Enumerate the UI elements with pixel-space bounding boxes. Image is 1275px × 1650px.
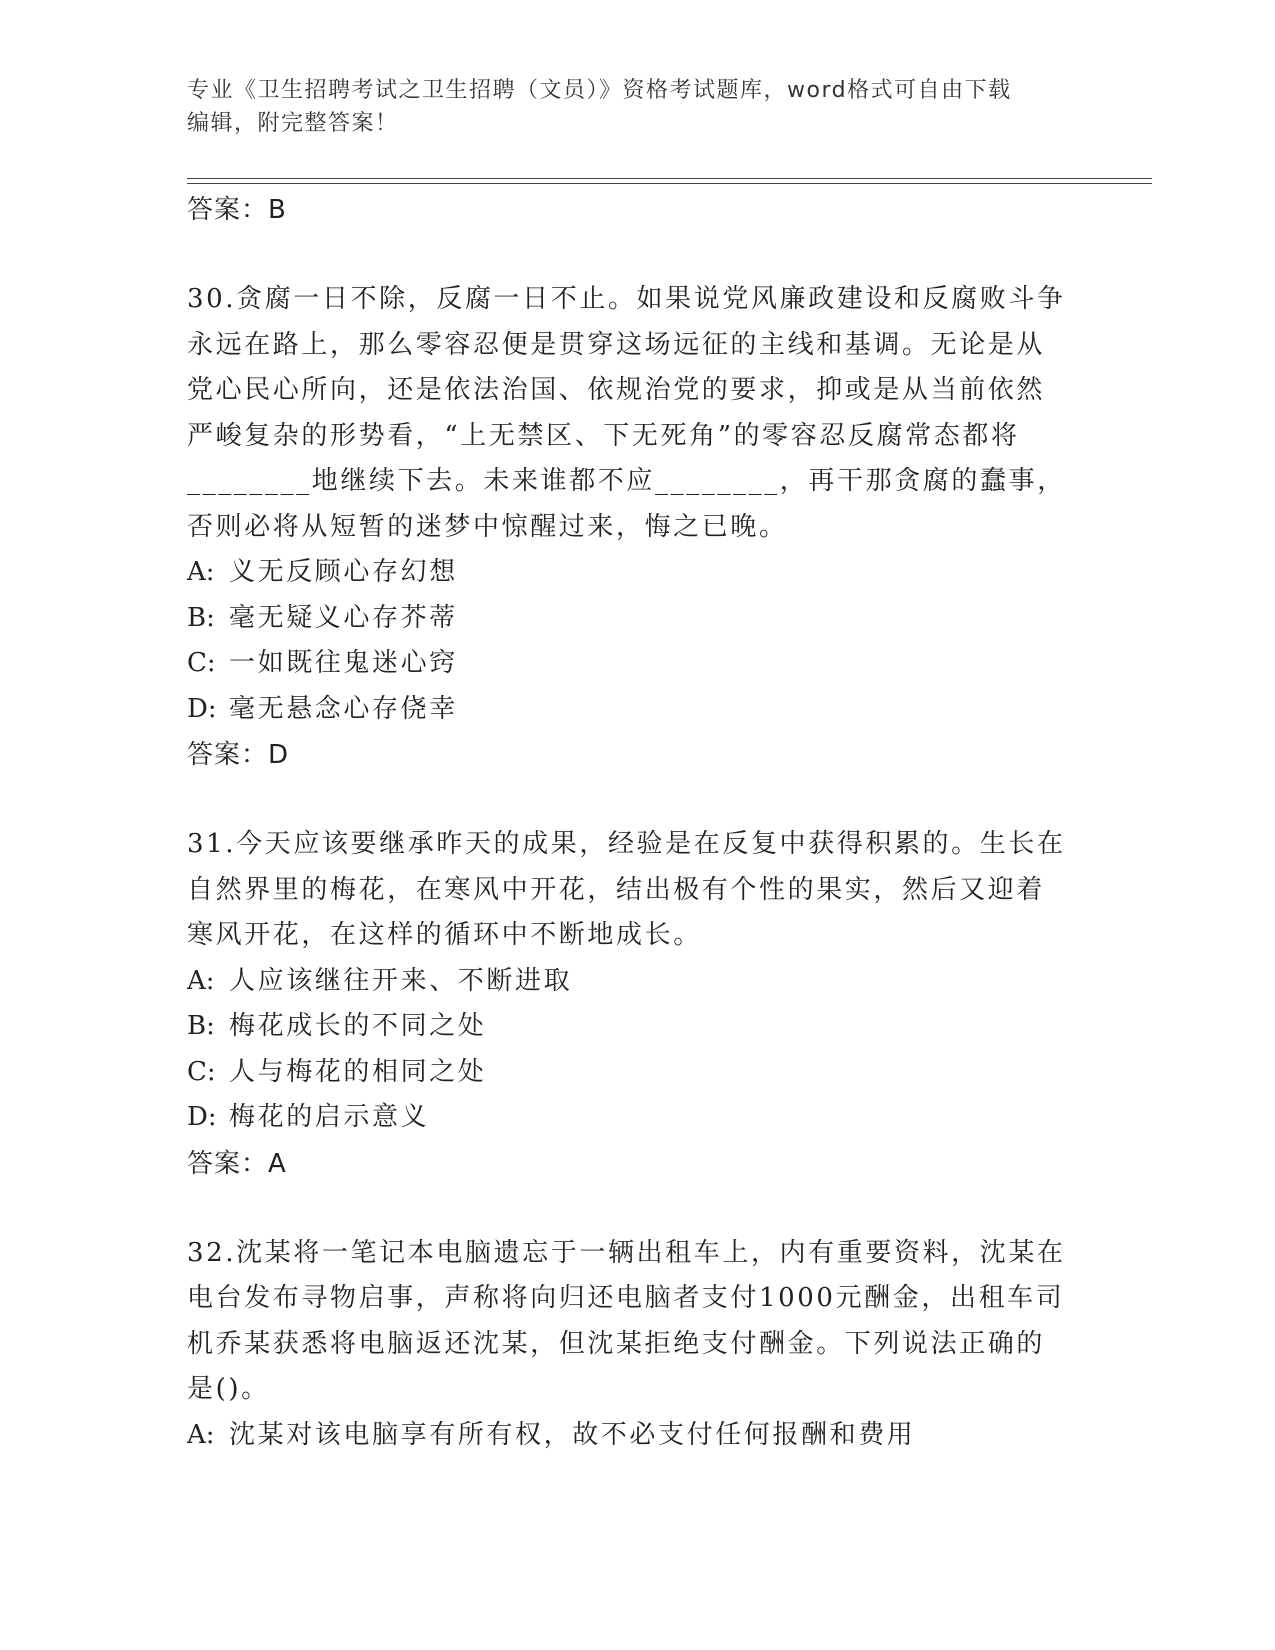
header-line-2: 编辑，附完整答案！ bbox=[187, 111, 399, 136]
header-divider-bottom bbox=[187, 183, 1152, 184]
question-line: 31.今天应该要继承昨天的成果，经验是在反复中获得积累的。生长在 bbox=[187, 829, 1066, 859]
option-a bbox=[187, 959, 1087, 1005]
option-text: 梅花成长的不同之处 bbox=[229, 1011, 487, 1041]
option-text: 人与梅花的相同之处 bbox=[229, 1056, 487, 1087]
question-line: 严峻复杂的形势看，“上无禁区、下无死角”的零容忍反腐常态都将 bbox=[187, 420, 1020, 451]
option-letter: A: bbox=[187, 557, 215, 587]
question-line: 机乔某获悉将电脑返还沈某，但沈某拒绝支付酬金。下列说法正确的 bbox=[187, 1328, 1046, 1359]
option-a bbox=[187, 550, 1087, 596]
option-letter: A: bbox=[187, 1419, 215, 1450]
option-letter: D: bbox=[187, 1102, 217, 1132]
question-31 bbox=[187, 822, 1087, 1187]
question-line: 寒风开花，在这样的循环中不断地成长。 bbox=[187, 920, 702, 950]
question-line: ________地继续下去。未来谁都不应________，再干那贪腐的蠢事， bbox=[187, 466, 1066, 496]
question-line: 电台发布寻物启事，声称将向归还电脑者支付1000元酬金，出租车司 bbox=[187, 1283, 1065, 1313]
option-b bbox=[187, 1004, 1087, 1050]
option-d bbox=[187, 1095, 1087, 1141]
option-c bbox=[187, 1050, 1087, 1096]
header-line-1: 专业《卫生招聘考试之卫生招聘（文员）》资格考试题库，word格式可自由下载 bbox=[187, 78, 1012, 103]
answer-line: 答案：D bbox=[187, 740, 290, 770]
question-32 bbox=[187, 1231, 1087, 1459]
option-letter: C: bbox=[187, 1056, 216, 1087]
option-a bbox=[187, 1413, 1087, 1459]
document-header bbox=[187, 74, 1087, 140]
option-c bbox=[187, 641, 1087, 687]
option-letter: C: bbox=[187, 648, 216, 678]
option-text: 梅花的启示意义 bbox=[229, 1102, 430, 1132]
option-text: 一如既往鬼迷心窍 bbox=[229, 648, 458, 678]
option-text: 毫无疑义心存芥蒂 bbox=[229, 602, 458, 633]
question-line: 永远在路上，那么零容忍便是贯穿这场远征的主线和基调。无论是从 bbox=[187, 329, 1046, 360]
question-line: 32.沈某将一笔记本电脑遗忘于一辆出租车上，内有重要资料，沈某在 bbox=[187, 1237, 1066, 1268]
question-line: 是()。 bbox=[187, 1374, 270, 1404]
question-line: 党心民心所向，还是依法治国、依规治党的要求，抑或是从当前依然 bbox=[187, 375, 1046, 405]
option-letter: D: bbox=[187, 693, 217, 724]
option-letter: A: bbox=[187, 965, 215, 996]
question-line: 自然界里的梅花，在寒风中开花，结出极有个性的果实，然后又迎着 bbox=[187, 874, 1046, 905]
option-text: 毫无悬念心存侥幸 bbox=[229, 693, 458, 724]
option-d bbox=[187, 687, 1087, 733]
previous-answer: 答案：B bbox=[187, 195, 287, 225]
question-line: 否则必将从短暂的迷梦中惊醒过来，悔之已晚。 bbox=[187, 511, 788, 542]
option-letter: B: bbox=[187, 602, 215, 633]
header-divider-top bbox=[187, 178, 1152, 179]
option-letter: B: bbox=[187, 1011, 215, 1041]
option-text: 义无反顾心存幻想 bbox=[229, 557, 458, 587]
answer-line: 答案：A bbox=[187, 1148, 287, 1179]
option-b bbox=[187, 596, 1087, 642]
question-list bbox=[187, 187, 1087, 1458]
question-line: 30.贪腐一日不除，反腐一日不止。如果说党风廉政建设和反腐败斗争 bbox=[187, 284, 1066, 314]
option-text: 人应该继往开来、不断进取 bbox=[229, 965, 573, 996]
option-text: 沈某对该电脑享有所有权，故不必支付任何报酬和费用 bbox=[229, 1419, 916, 1450]
question-30 bbox=[187, 277, 1087, 778]
